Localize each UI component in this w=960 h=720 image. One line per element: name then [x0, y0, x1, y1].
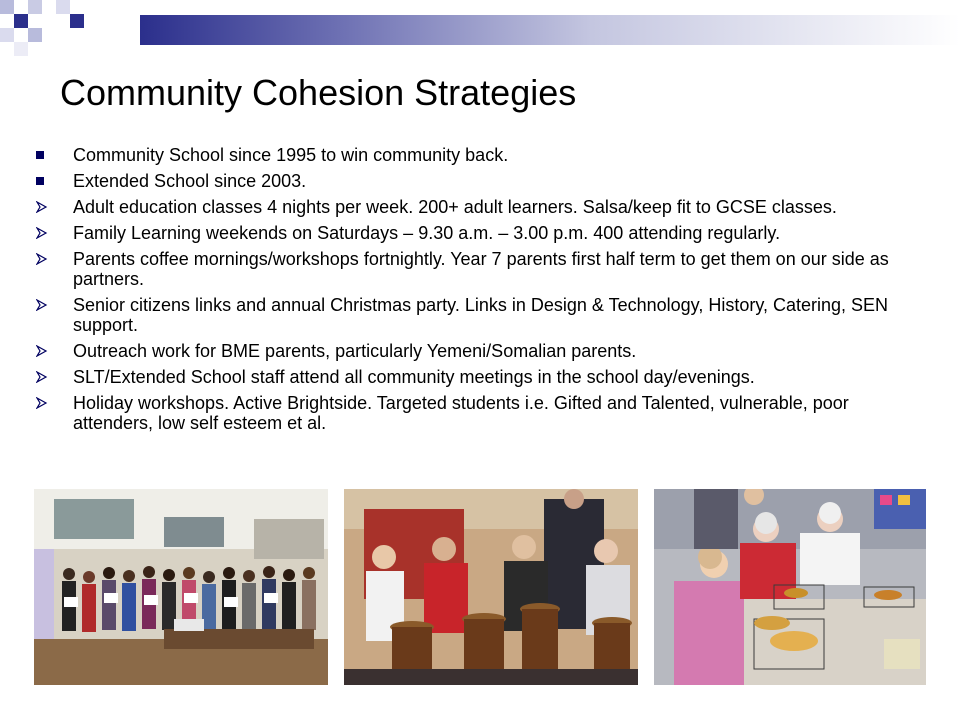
- photo-strip: [34, 489, 926, 685]
- photo-adult-learners-group: [34, 489, 328, 685]
- square-bullet-icon: [36, 177, 44, 185]
- arrow-bullet-icon: [36, 345, 48, 357]
- arrow-bullet-icon: [36, 397, 48, 409]
- decor-square: [28, 28, 42, 42]
- bullet-item: [36, 249, 916, 289]
- bullet-item: [36, 145, 916, 165]
- bullet-item: [36, 367, 916, 387]
- decor-square: [0, 0, 14, 14]
- bullet-text: Extended School since 2003.: [73, 171, 307, 191]
- bullet-item: [36, 197, 916, 217]
- decor-square: [14, 14, 28, 28]
- bullet-item: [36, 223, 916, 243]
- bullet-text: SLT/Extended School staff attend all community meetings in the school day/evenings.: [73, 367, 755, 387]
- square-bullet-icon: [36, 151, 44, 159]
- header-gradient-bar: [140, 15, 960, 45]
- header-decoration: [0, 0, 960, 60]
- bullet-text: Family Learning weekends on Saturdays – 9.30 a.m. – 3.00 p.m. 400 attending regularly.: [73, 223, 781, 243]
- decor-square: [14, 42, 28, 56]
- bullet-text: Community School since 1995 to win community back.: [73, 145, 509, 165]
- decor-square: [70, 14, 84, 28]
- arrow-bullet-icon: [36, 371, 48, 383]
- bullet-item: [36, 295, 916, 335]
- bullet-item: [36, 341, 916, 361]
- bullet-text: Holiday workshops. Active Brightside. Targeted students i.e. Gifted and Talented, vulnerable, poor attenders, low self esteem et al.: [73, 393, 849, 433]
- decor-square: [0, 28, 14, 42]
- bullet-text: Parents coffee mornings/workshops fortnightly. Year 7 parents first half term to get them on our side as partners.: [73, 249, 889, 289]
- bullet-text: Adult education classes 4 nights per week. 200+ adult learners. Salsa/keep fit to GCSE classes.: [73, 197, 837, 217]
- decor-square: [56, 0, 70, 14]
- bullet-item: [36, 171, 916, 191]
- decor-square: [28, 0, 42, 14]
- photo-drumming-workshop: [344, 489, 638, 685]
- arrow-bullet-icon: [36, 253, 48, 265]
- bullet-item: [36, 393, 916, 433]
- bullet-text: Outreach work for BME parents, particularly Yemeni/Somalian parents.: [73, 341, 637, 361]
- bullet-list: [36, 145, 916, 439]
- arrow-bullet-icon: [36, 299, 48, 311]
- slide-title: Community Cohesion Strategies: [60, 72, 577, 113]
- decor-square: [42, 14, 56, 28]
- bullet-text: Senior citizens links and annual Christmas party. Links in Design & Technology, History, Catering, SEN support.: [73, 295, 889, 335]
- photo-baking-session: [654, 489, 926, 685]
- arrow-bullet-icon: [36, 201, 48, 213]
- arrow-bullet-icon: [36, 227, 48, 239]
